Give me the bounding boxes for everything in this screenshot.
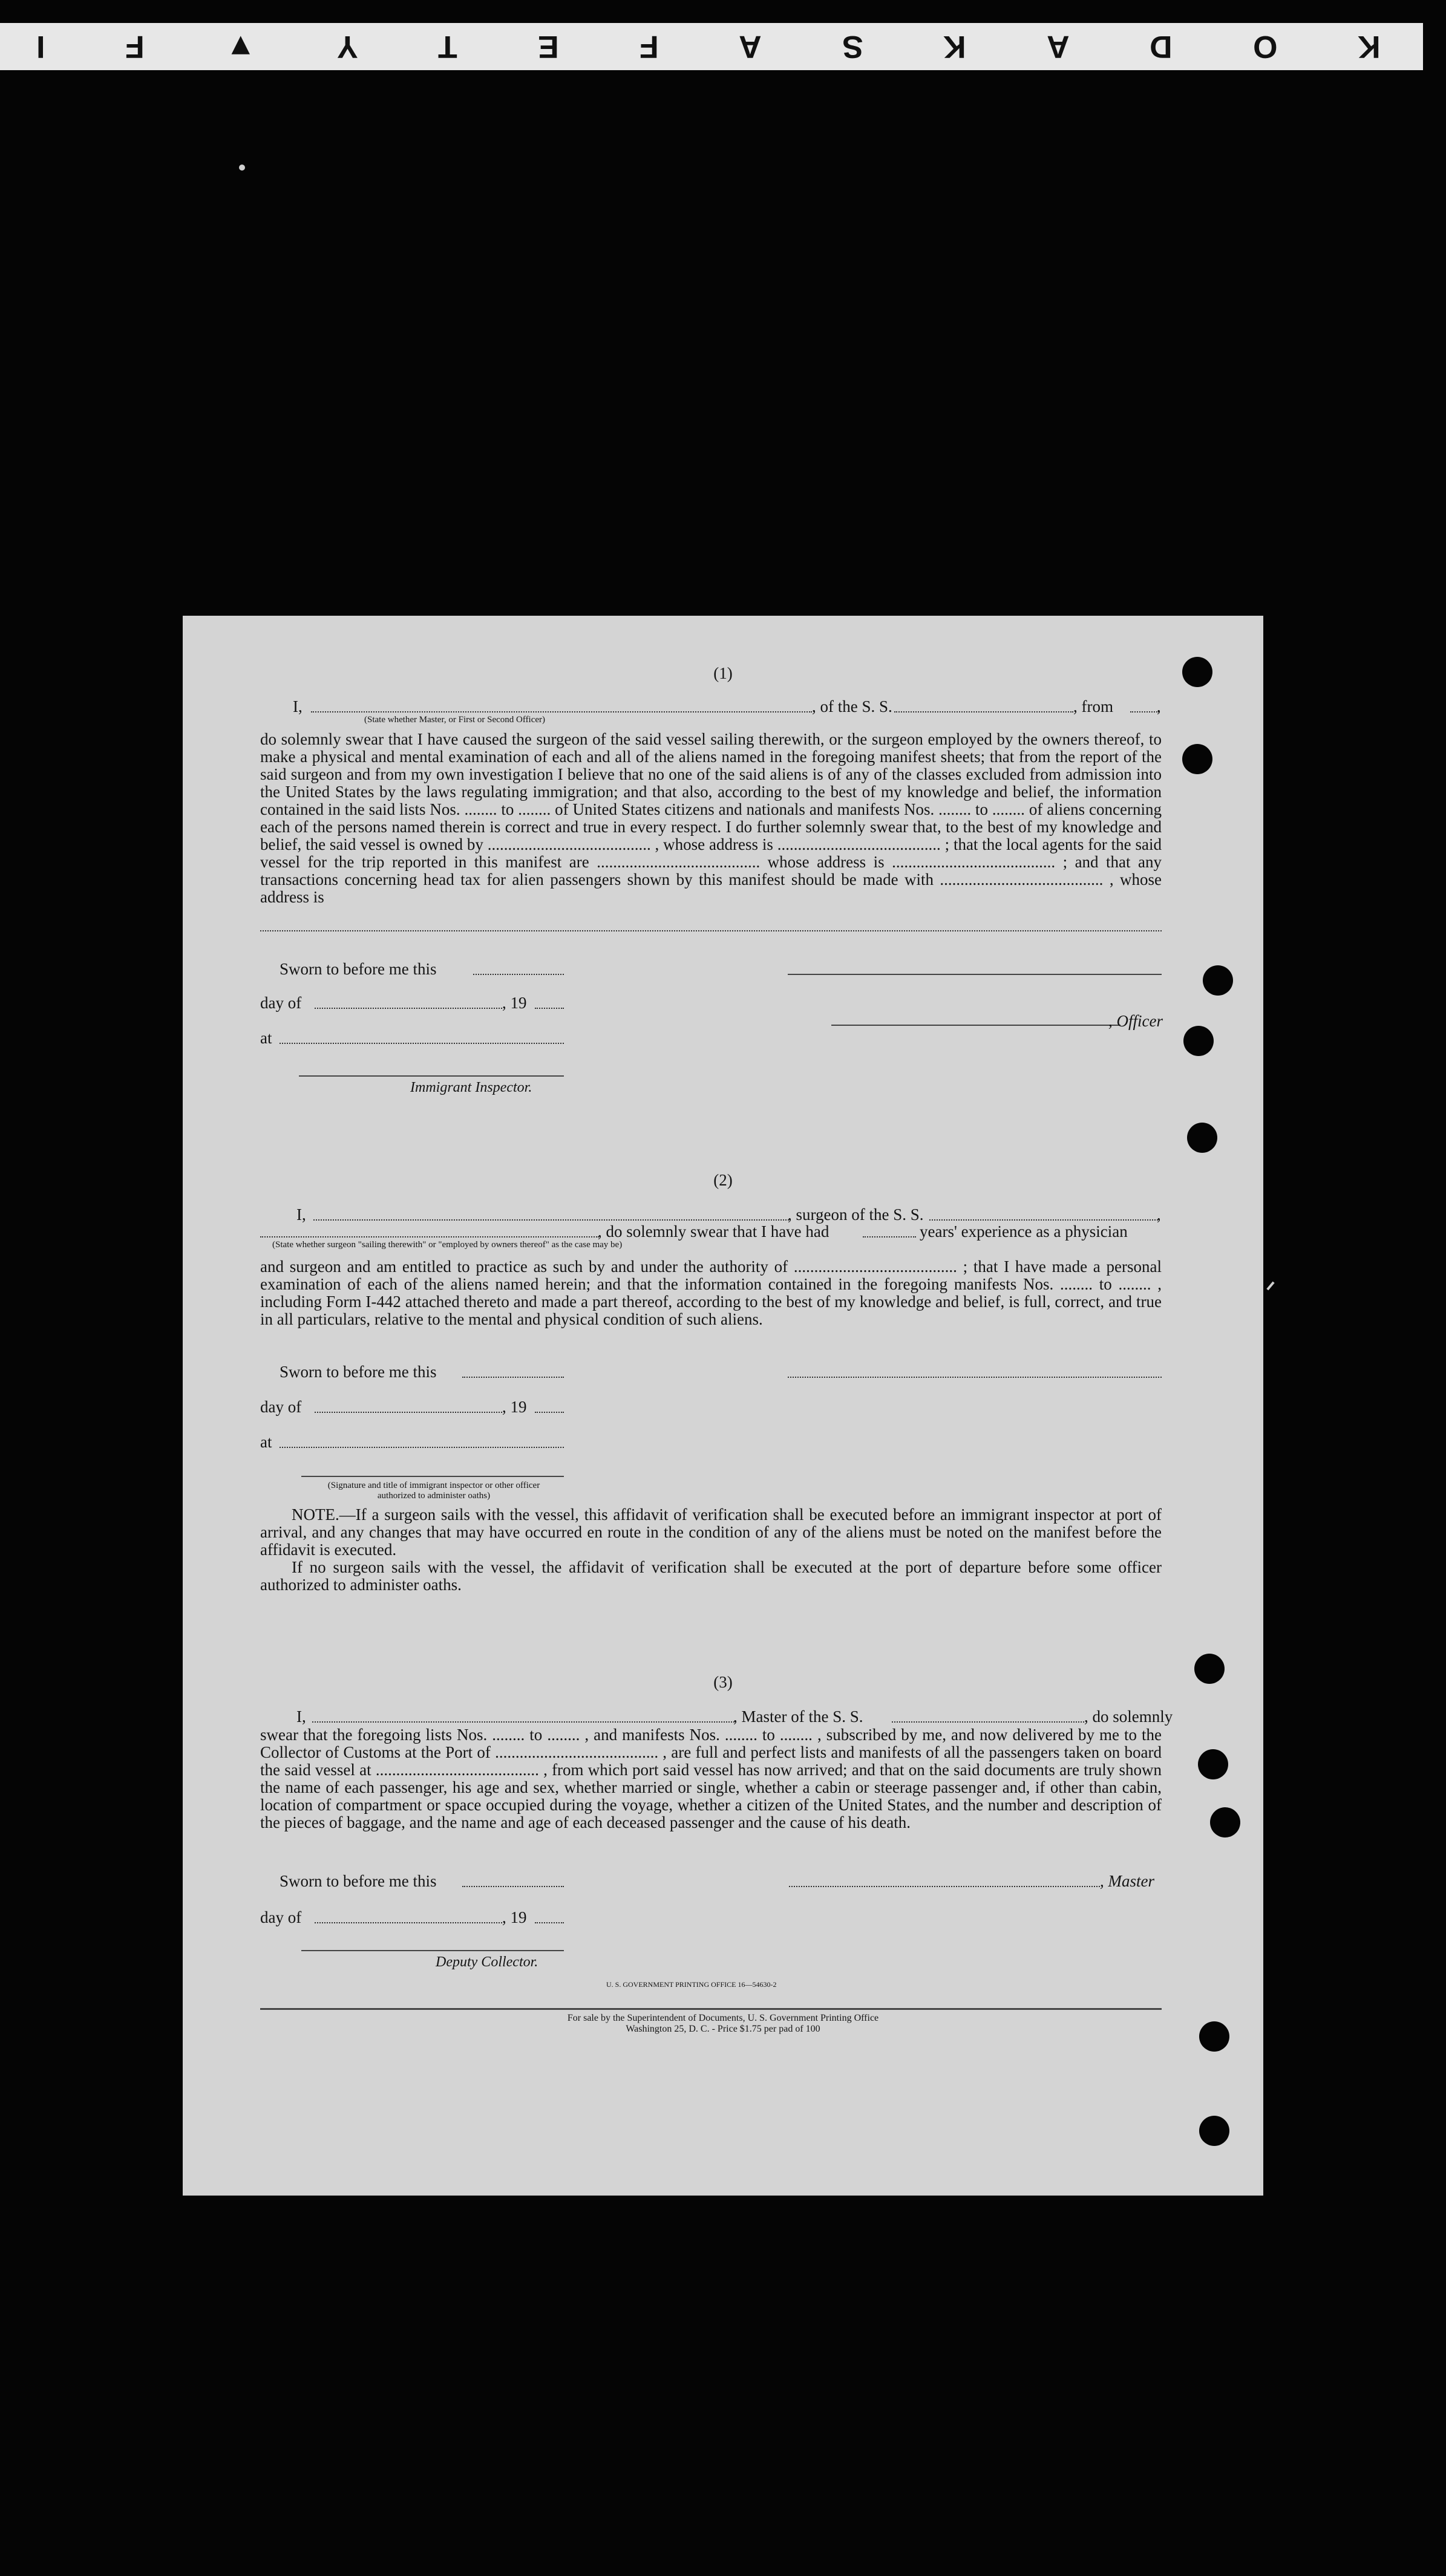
deputy-signature-line xyxy=(301,1950,564,1951)
film-edge-letter: T xyxy=(438,29,457,64)
day-of-blank-3[interactable] xyxy=(315,1922,502,1923)
master-label: , Master xyxy=(1100,1872,1154,1890)
punch-hole xyxy=(1198,1749,1228,1779)
punch-hole xyxy=(1187,1123,1217,1153)
sale-notice-line-1: For sale by the Superintendent of Documents, U. S. Government Printing Office xyxy=(567,2013,879,2023)
sworn-label-1: Sworn to before me this xyxy=(280,960,437,978)
film-edge-letter: K xyxy=(1358,29,1381,64)
affidavit-2-body xyxy=(260,1258,1162,1328)
affidavit-1-number: (1) xyxy=(713,664,733,682)
master-name-blank-3[interactable] xyxy=(312,1721,734,1723)
authorized-officer-signature-line xyxy=(301,1476,564,1477)
film-speck xyxy=(1266,1282,1274,1291)
surgeon-status-blank[interactable] xyxy=(260,1236,599,1237)
day-of-label-1: day of xyxy=(260,994,302,1012)
film-edge-letter: E xyxy=(537,29,559,64)
vessel-name-blank[interactable] xyxy=(894,711,1073,712)
line-end-comma: , xyxy=(1157,697,1161,716)
surgeon-notes xyxy=(260,1506,1162,1594)
affidavit-2-number: (2) xyxy=(713,1171,733,1189)
year-label-3: , 19 xyxy=(502,1908,527,1926)
surgeon-signature-line[interactable] xyxy=(788,1377,1162,1378)
affidavit-1-body xyxy=(260,731,1162,906)
affidavit-3-i: I, xyxy=(296,1707,306,1726)
year-blank-2[interactable] xyxy=(535,1412,564,1413)
day-of-blank-2[interactable] xyxy=(315,1412,502,1413)
master-name-blank[interactable] xyxy=(311,711,812,712)
signature-title-caption: (Signature and title of immigrant inspector or other officer authorized to administer oaths) xyxy=(327,1481,540,1501)
do-solemnly-label: , do solemnly xyxy=(1084,1707,1173,1726)
of-the-ss-label: , of the S. S. xyxy=(812,697,892,716)
from-label: , from xyxy=(1073,697,1113,716)
film-edge-letter: Y xyxy=(336,29,358,64)
affidavit-3-body xyxy=(260,1726,1162,1831)
immigrant-inspector-label: Immigrant Inspector. xyxy=(410,1080,532,1095)
at-label-2: at xyxy=(260,1433,272,1451)
footer-rule xyxy=(260,2008,1162,2010)
film-edge-letter: ▼ xyxy=(225,29,257,64)
surgeon-caption: (State whether surgeon "sailing therewith" or "employed by owners thereof" as the case may be) xyxy=(272,1240,623,1250)
sworn-date-blank-2[interactable] xyxy=(462,1377,564,1378)
surgeon-vessel-blank[interactable] xyxy=(929,1219,1158,1221)
surgeon-name-blank[interactable] xyxy=(313,1219,789,1221)
year-blank-3[interactable] xyxy=(535,1922,564,1923)
affidavit-3-number: (3) xyxy=(713,1673,733,1691)
sworn-date-blank-3[interactable] xyxy=(462,1886,564,1887)
address-continuation-blank[interactable] xyxy=(260,930,1162,931)
day-of-label-3: day of xyxy=(260,1908,302,1926)
officer-signature-line xyxy=(831,1025,1120,1026)
punch-hole xyxy=(1183,1026,1214,1056)
film-edge-letter: A xyxy=(739,29,762,64)
master-signature-line[interactable] xyxy=(789,1886,1100,1887)
film-edge-letter: A xyxy=(1046,29,1070,64)
sworn-label-3: Sworn to before me this xyxy=(280,1872,437,1890)
film-speck xyxy=(239,165,245,171)
note-surgeon-sails: NOTE.—If a surgeon sails with the vessel, this affidavit of verification shall be executed before an immigrant inspector at port of arrival, and any changes that may have occurred en route in the condition of any of the aliens must be noted on the manifest before the affidavit is executed. xyxy=(260,1505,1162,1559)
film-edge-letter: F xyxy=(125,29,145,64)
at-label-1: at xyxy=(260,1029,272,1047)
film-edge-letter: K xyxy=(943,29,966,64)
affidavit-3-body-text: swear that the foregoing lists Nos. ........ to ........ , and manifests Nos. ........ to ........ , subscribed by me, and now delivered by me to the Collector of Customs at the Port of ........................................ , are full and perfect lists and manifests of all the passengers taken on board the said vessel at ........................................ , from which port said vessel has now arrived; and that on the said documents are truly shown the name of each passenger, his age and sex, whether married or single, whether a cabin or steerage passenger and, if other than cabin, location of compartment or space occupied during the voyage, whether a citizen of the United States, and the number and description of the pieces of baggage, and the name and age of each deceased passenger and the cause of his death. xyxy=(260,1726,1162,1831)
punch-hole xyxy=(1210,1807,1240,1837)
note-no-surgeon: If no surgeon sails with the vessel, the affidavit of verification shall be executed at the port of departure before some officer authorized to administer oaths. xyxy=(260,1558,1162,1594)
master-caption: (State whether Master, or First or Second Officer) xyxy=(364,715,546,725)
sale-notice-line-2: Washington 25, D. C. - Price $1.75 per pad of 100 xyxy=(626,2024,820,2034)
officer-label: , Officer xyxy=(1108,1012,1163,1030)
affidavit-2-i: I, xyxy=(296,1205,306,1224)
at-place-blank-1[interactable] xyxy=(280,1043,564,1044)
manifest-affidavit-page xyxy=(183,616,1263,2196)
solemnly-swear-label: , do solemnly swear that I have had xyxy=(598,1222,829,1241)
years-experience-blank[interactable] xyxy=(863,1236,916,1237)
sworn-label-2: Sworn to before me this xyxy=(280,1363,437,1381)
officer-signature-line-top xyxy=(788,974,1162,975)
punch-hole xyxy=(1199,2116,1229,2146)
line-end-comma-2: , xyxy=(1157,1205,1161,1224)
film-edge-letter: S xyxy=(842,29,863,64)
affidavit-2-body-text: and surgeon and am entitled to practice as such by and under the authority of ........................................ ; that I have made a personal examination of each of the aliens named herein; and that the information contained in the foregoing manifests Nos. ........ to ........ , including Form I-442 attached thereto and made a part thereof, according to the best of my knowledge and belief, is full, correct, and true in all particulars, relative to the mental and physical condition of such aliens. xyxy=(260,1257,1162,1328)
film-edge-letter: F xyxy=(639,29,659,64)
sworn-date-blank-1[interactable] xyxy=(473,974,564,975)
master-vessel-blank[interactable] xyxy=(892,1721,1084,1723)
deputy-collector-label: Deputy Collector. xyxy=(436,1954,538,1970)
film-edge-letter: I xyxy=(36,29,45,64)
affidavit-1-body-text: do solemnly swear that I have caused the surgeon of the said vessel sailing therewith, or the surgeon employed by the owners thereof, to make a physical and mental examination of each and all of the aliens named in the foregoing manifest sheets; that from the report of the said surgeon and from my own investigation I believe that no one of the said aliens is of any of the classes excluded from admission into the United States by the laws regulating immigration; and that also, according to the best of my knowledge and belief, the information contained in the said lists Nos. ........ to ........ of United States citizens and nationals and manifests Nos. ........ to ........ of aliens concerning each of the persons named therein is correct and true in every respect. I do further solemnly swear that, to the best of my knowledge and belief, the said vessel is owned by ........................................ , whose address is ........................................ ; that the local agents for the said vessel for the trip reported in this manifest are ........................................ whose address is ........................................ ; and that any transactions concerning head tax for alien passengers shown by this manifest should be made with ........................................ , whose address is xyxy=(260,730,1162,906)
day-of-label-2: day of xyxy=(260,1398,302,1416)
year-label-2: , 19 xyxy=(502,1398,527,1416)
at-place-blank-2[interactable] xyxy=(280,1447,564,1448)
punch-hole xyxy=(1203,965,1233,996)
film-edge-letter: O xyxy=(1252,29,1278,64)
affidavit-1-i: I, xyxy=(293,697,303,716)
master-of-ss-label: , Master of the S. S. xyxy=(733,1707,863,1726)
gpo-imprint: U. S. GOVERNMENT PRINTING OFFICE 16—54630-2 xyxy=(606,1980,777,1989)
day-of-blank-1[interactable] xyxy=(315,1008,502,1009)
port-from-blank[interactable] xyxy=(1130,711,1159,712)
punch-hole xyxy=(1182,744,1212,774)
film-edge-letter: D xyxy=(1150,29,1173,64)
inspector-signature-line xyxy=(299,1075,564,1077)
film-edge-marking xyxy=(0,23,1423,70)
year-blank-1[interactable] xyxy=(535,1008,564,1009)
years-experience-label: years' experience as a physician xyxy=(920,1222,1128,1241)
year-label-1: , 19 xyxy=(502,994,527,1012)
surgeon-of-ss-label: , surgeon of the S. S. xyxy=(788,1205,924,1224)
